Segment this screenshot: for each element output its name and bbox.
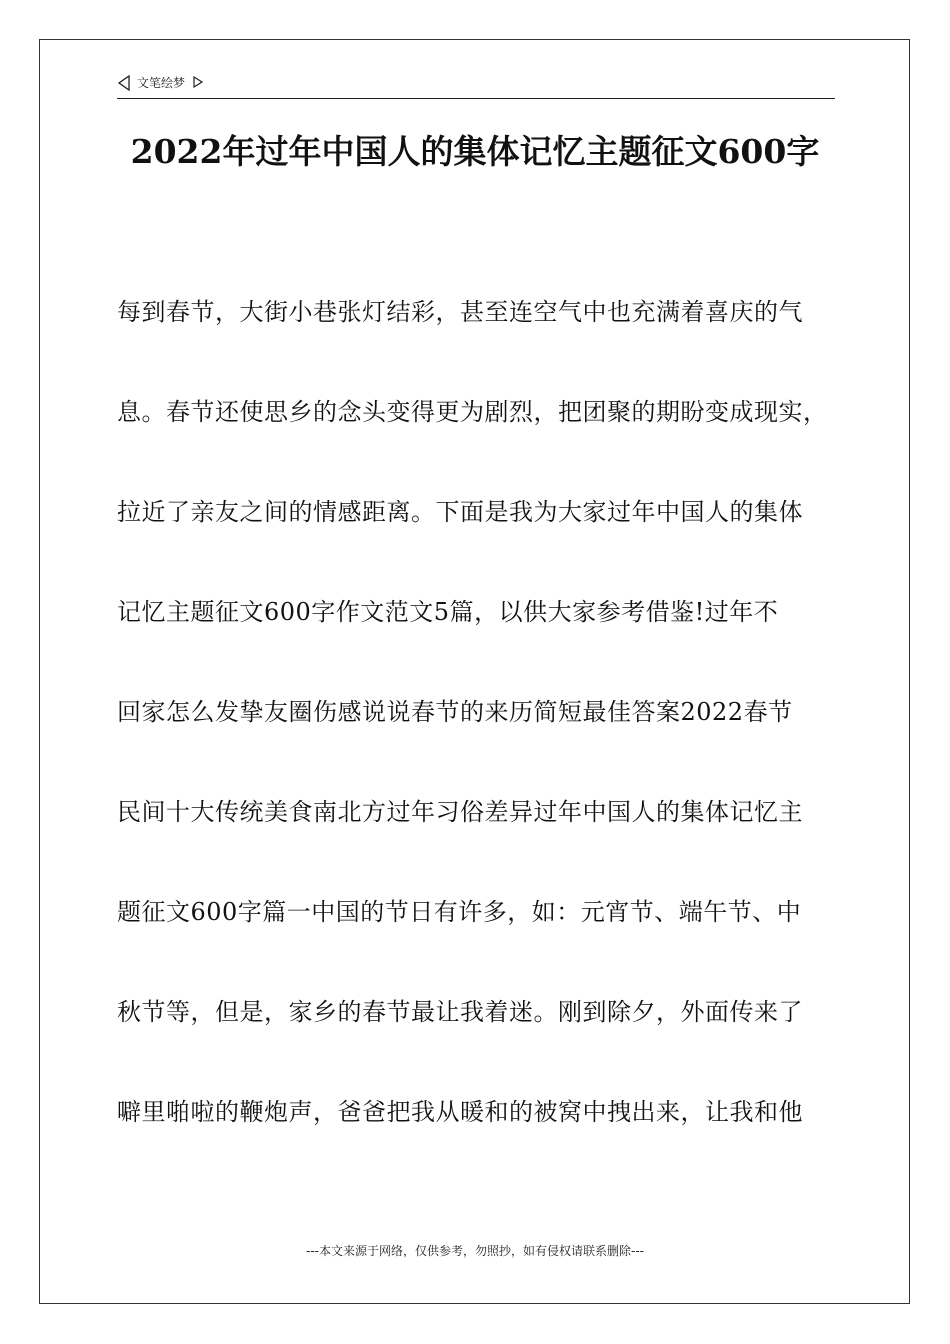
- page-footer: ---本文来源于网络，仅供参考，勿照抄，如有侵权请联系删除---: [306, 1244, 644, 1258]
- triangle-left-icon: [117, 75, 131, 91]
- body-line: 噼里啪啦的鞭炮声，爸爸把我从暖和的被窝中拽出来，让我和他: [117, 1098, 803, 1126]
- page-header: [117, 73, 835, 99]
- document-title: 2022年过年中国人的集体记忆主题征文600字: [130, 132, 820, 171]
- document-body: [117, 262, 847, 1162]
- triangle-right-icon: [193, 76, 203, 88]
- body-line: 记忆主题征文600字作文范文5篇，以供大家参考借鉴!过年不: [117, 598, 779, 626]
- body-line: 拉近了亲友之间的情感距离。下面是我为大家过年中国人的集体: [117, 498, 803, 526]
- body-line: 民间十大传统美食南北方过年习俗差异过年中国人的集体记忆主: [117, 798, 803, 826]
- body-line: 秋节等，但是，家乡的春节最让我着迷。刚到除夕，外面传来了: [117, 998, 803, 1026]
- body-line: 回家怎么发挚友圈伤感说说春节的来历简短最佳答案2022春节: [117, 698, 793, 726]
- header-brand-text: 文笔绘梦: [137, 76, 186, 90]
- body-line: 题征文600字篇一中国的节日有许多，如：元宵节、端午节、中: [117, 898, 802, 926]
- body-line: 息。春节还使思乡的念头变得更为剧烈，把团聚的期盼变成现实，: [117, 398, 828, 426]
- body-line: 每到春节，大街小巷张灯结彩，甚至连空气中也充满着喜庆的气: [117, 298, 803, 326]
